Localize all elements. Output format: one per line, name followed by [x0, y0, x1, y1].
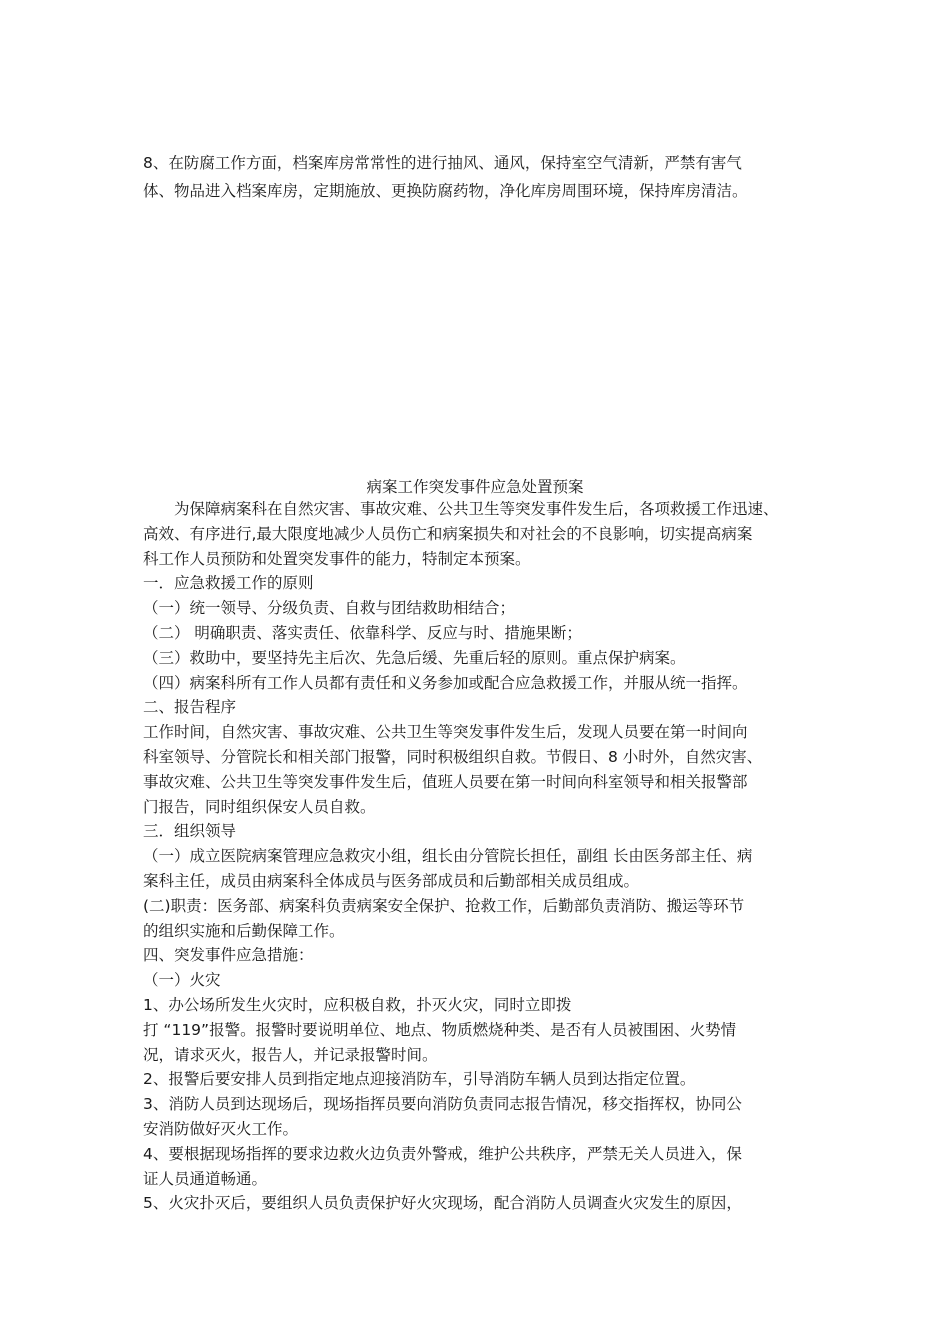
body-line: 门报告，同时组织保安人员自救。 — [143, 797, 376, 816]
section-heading: 四、突发事件应急措施： — [143, 946, 314, 965]
body-line: 证人员通道畅通。 — [143, 1169, 268, 1188]
section-heading: 三．组织领导 — [143, 822, 237, 841]
section-heading: 一．应急救援工作的原则 — [143, 574, 314, 593]
body-line: (二)职责：医务部、病案科负责病案安全保护、抢救工作，后勤部负责消防、搬运等环节 — [143, 896, 745, 915]
body-line: 2、报警后要安排人员到指定地点迎接消防车，引导消防车辆人员到达指定位置。 — [143, 1070, 696, 1089]
body-line: 为保障病案科在自然灾害、事故灾难、公共卫生等突发事件发生后，各项救援工作迅速、 — [143, 500, 779, 518]
body-line: 工作时间，自然灾害、事故灾难、公共卫生等突发事件发生后，发现人员要在第一时间向 — [143, 723, 748, 742]
body-line: 案科主任，成员由病案科全体成员与医务部成员和后勤部相关成员组成。 — [143, 871, 640, 890]
body-line: 安消防做好灭火工作。 — [143, 1119, 299, 1138]
intro-paragraph — [143, 149, 815, 205]
section-heading: 二、报告程序 — [143, 698, 237, 717]
body-line: 4、要根据现场指挥的要求边救火边负责外警戒，维护公共秩序，严禁无关人员进入，保 — [143, 1144, 742, 1163]
body-line: 打 “119”报警。报警时要说明单位、地点、物质燃烧种类、是否有人员被围困、火势情 — [143, 1020, 737, 1039]
body-line: 的组织实施和后勤保障工作。 — [143, 921, 345, 940]
body-line: （一）成立医院病案管理应急救灾小组，组长由分管院长担任，副组 长由医务部主任、病 — [143, 847, 753, 866]
intro-line: 8、在防腐工作方面，档案库房常常性的进行抽风、通风，保持室空气清新，严禁有害气 — [143, 154, 742, 172]
body-line: （二） 明确职责、落实责任、依靠科学、反应与时、措施果断； — [143, 623, 582, 642]
body-line: （一）火灾 — [143, 971, 221, 990]
body-line: （一）统一领导、分级负责、自救与团结救助相结合； — [143, 599, 516, 618]
body-line: （四）病案科所有工作人员都有责任和义务参加或配合应急救援工作，并服从统一指挥。 — [143, 673, 748, 692]
body-line: （三）救助中，要坚持先主后次、先急后缓、先重后轻的原则。重点保护病案。 — [143, 648, 686, 667]
body-line: 3、消防人员到达现场后，现场指挥员要向消防负责同志报告情况，移交指挥权，协同公 — [143, 1095, 742, 1114]
body-line: 事故灾难、公共卫生等突发事件发生后，值班人员要在第一时间向科室领导和相关报警部 — [143, 772, 748, 791]
document-title: 病案工作突发事件应急处置预案 — [366, 478, 584, 496]
body-line: 况，请求灭火，报告人，并记录报警时间。 — [143, 1045, 438, 1064]
body-line: 科室领导、分管院长和相关部门报警，同时积极组织自救。节假日、8 小时外，自然灾害、 — [143, 747, 763, 766]
body-line: 5、火灾扑灭后，要组织人员负责保护好火灾现场，配合消防人员调查火灾发生的原因， — [143, 1194, 742, 1213]
document-body — [143, 497, 815, 1216]
body-line: 1、办公场所发生火灾时，应积极自救，扑灭火灾，同时立即拨 — [143, 995, 572, 1014]
body-line: 科工作人员预防和处置突发事件的能力，特制定本预案。 — [143, 549, 531, 568]
intro-line: 体、物品进入档案库房，定期施放、更换防腐药物，净化库房周围环境，保持库房清洁。 — [143, 182, 748, 200]
body-line: 高效、有序进行,最大限度地减少人员伤亡和病案损失和对社会的不良影响，切实提高病案 — [143, 524, 753, 543]
